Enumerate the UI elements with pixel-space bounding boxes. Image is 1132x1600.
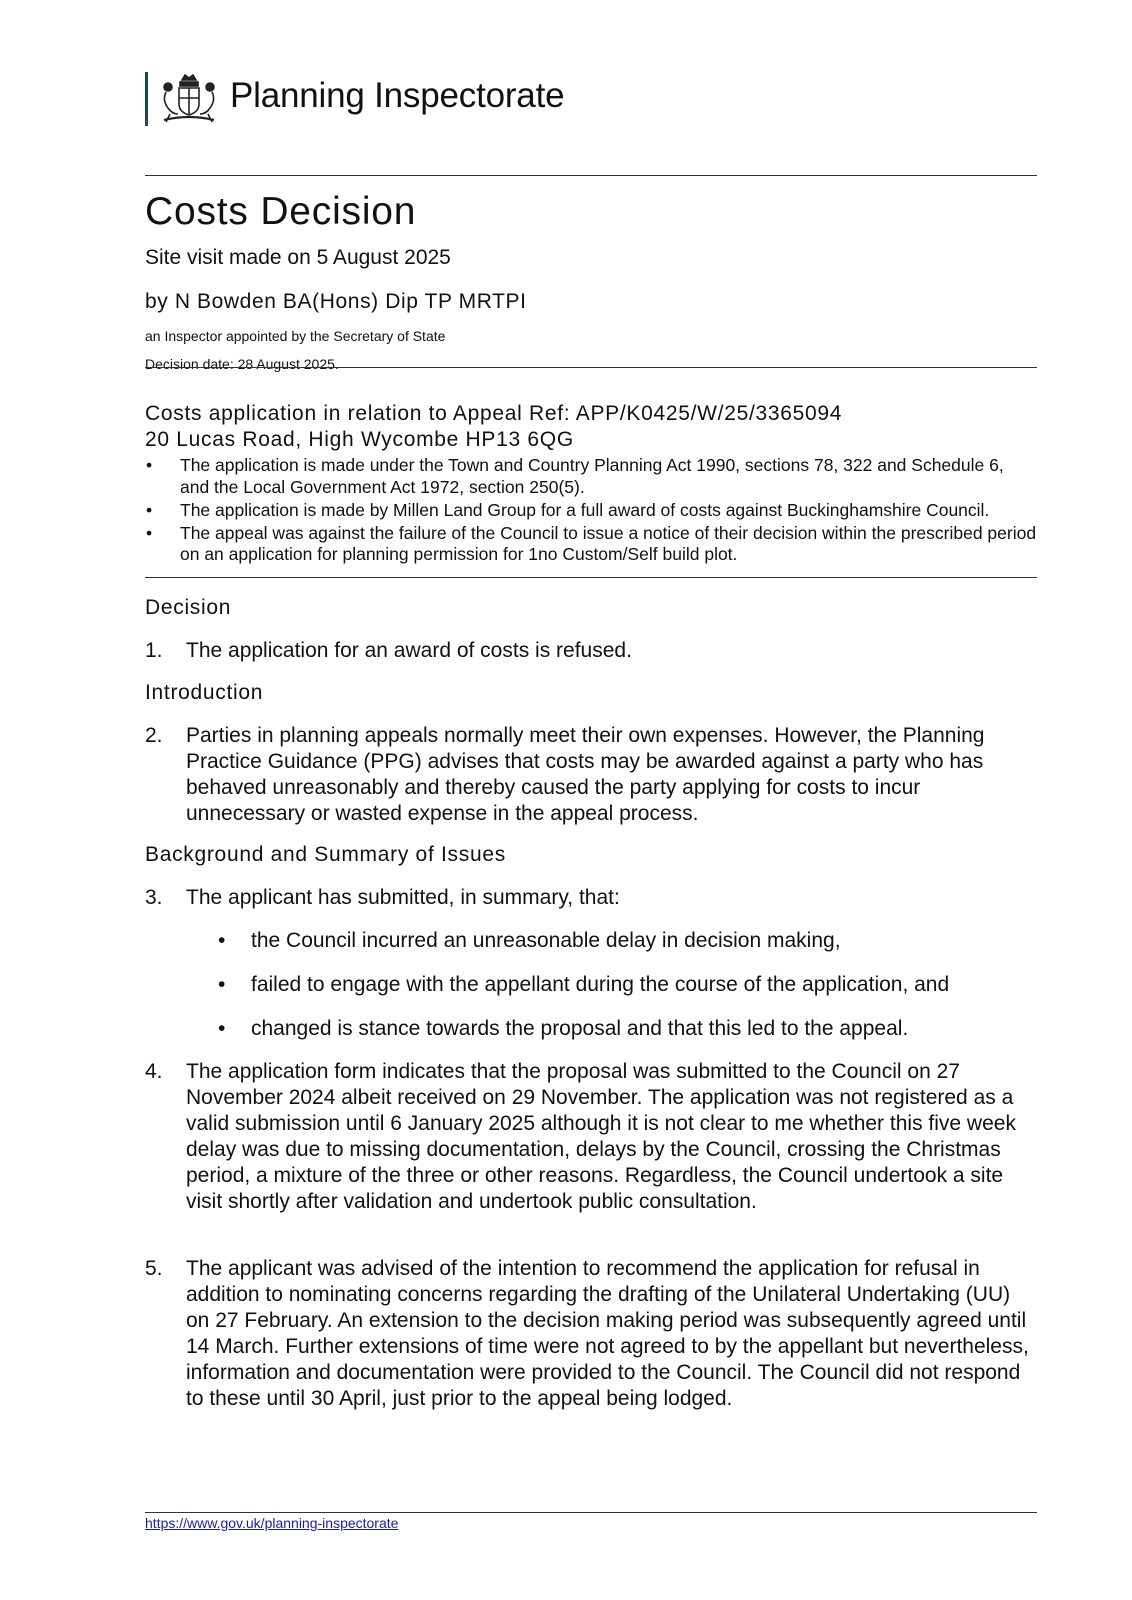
paragraph-2 [145, 723, 1037, 827]
paragraph-number: 2. [145, 724, 163, 747]
paragraph-4 [145, 1059, 1037, 1215]
appeal-reference: Costs application in relation to Appeal Ref: APP/K0425/W/25/3365094 [145, 402, 843, 425]
bullet-icon: • [218, 973, 226, 996]
list-item: • The application is made by Millen Land Group for a full award of costs against Buckinghamshire Council. [146, 499, 990, 520]
title-divider [145, 367, 1037, 368]
organisation-name: Planning Inspectorate [230, 76, 565, 115]
paragraph-1 [145, 638, 1037, 664]
footer-divider [145, 1512, 1037, 1513]
site-address: 20 Lucas Road, High Wycombe HP13 6QG [145, 428, 574, 451]
bullet-icon: • [146, 499, 153, 520]
bullet-icon: • [218, 1017, 226, 1040]
paragraph-number: 5. [145, 1257, 163, 1280]
bullet-icon: • [218, 929, 226, 952]
decision-heading: Decision [145, 596, 232, 619]
introduction-heading: Introduction [145, 681, 264, 704]
paragraph-3 [145, 885, 1037, 911]
bullet-icon: • [146, 455, 153, 475]
header-divider [145, 175, 1037, 176]
paragraph-text: The applicant has submitted, in summary, that: [186, 886, 620, 909]
paragraph-text: The applicant was advised of the intention to recommend the application for refusal in addition to nominating concerns regarding the drafting of the Unilateral Undertaking (UU) on 27 February. An extension to the decision making period was subsequently agreed until 14 March. Further extensions of time were not agreed to by the appellant but nevertheless, information and documentation were provided to the Council. The Council did not respond to these until 30 April, just prior to the appeal being lodged. [186, 1257, 1029, 1410]
paragraph-text: Parties in planning appeals normally meet their own expenses. However, the Planning Practice Guidance (PPG) advises that costs may be awarded against a party who has behaved unreasonably and thereby caused the party applying for costs to incur unnecessary or wasted expense in the appeal process. [186, 724, 985, 825]
paragraph-number: 1. [145, 639, 163, 662]
footer-link[interactable]: https://www.gov.uk/planning-inspectorate [145, 1515, 399, 1531]
list-item: • The appeal was against the failure of the Council to issue a notice of their decision within the prescribed period on an application for planning permission for 1no Custom/Self build plot. [146, 522, 1037, 564]
inspector-name: by N Bowden BA(Hons) Dip TP MRTPI [145, 290, 527, 313]
background-heading: Background and Summary of Issues [145, 843, 506, 866]
bullet-icon: • [146, 522, 153, 543]
decision-date: Decision date: 28 August 2025. [145, 356, 339, 372]
royal-coat-of-arms-icon [158, 70, 220, 128]
summary-point: • changed is stance towards the proposal and that this led to the appeal. [218, 1017, 909, 1040]
list-item: • The application is made under the Town and Country Planning Act 1990, sections 78, 322 and Schedule 6, and the Local Government Act 1972, section 250(5). [146, 455, 1004, 497]
paragraph-number: 4. [145, 1060, 163, 1083]
case-bullet-list [145, 455, 1037, 567]
paragraph-number: 3. [145, 886, 163, 909]
page-title: Costs Decision [145, 190, 417, 233]
site-visit-date: Site visit made on 5 August 2025 [145, 246, 451, 269]
paragraph-text: The application for an award of costs is refused. [186, 639, 632, 662]
summary-point: • failed to engage with the appellant during the course of the application, and [218, 973, 950, 996]
logo-accent-bar [145, 72, 148, 126]
paragraph-5 [145, 1256, 1037, 1412]
case-divider [145, 577, 1037, 578]
inspector-appointment: an Inspector appointed by the Secretary of State [145, 328, 446, 344]
paragraph-text: The application form indicates that the proposal was submitted to the Council on 27 November 2024 albeit received on 29 November. The application was not registered as a valid submission until 6 January 2025 although it is not clear to me whether this five week delay was due to missing documentation, delays by the Council, crossing the Christmas period, a mixture of the three or other reasons. Regardless, the Council undertook a site visit shortly after validation and undertook public consultation. [186, 1060, 1016, 1213]
summary-point: • the Council incurred an unreasonable delay in decision making, [218, 929, 841, 952]
